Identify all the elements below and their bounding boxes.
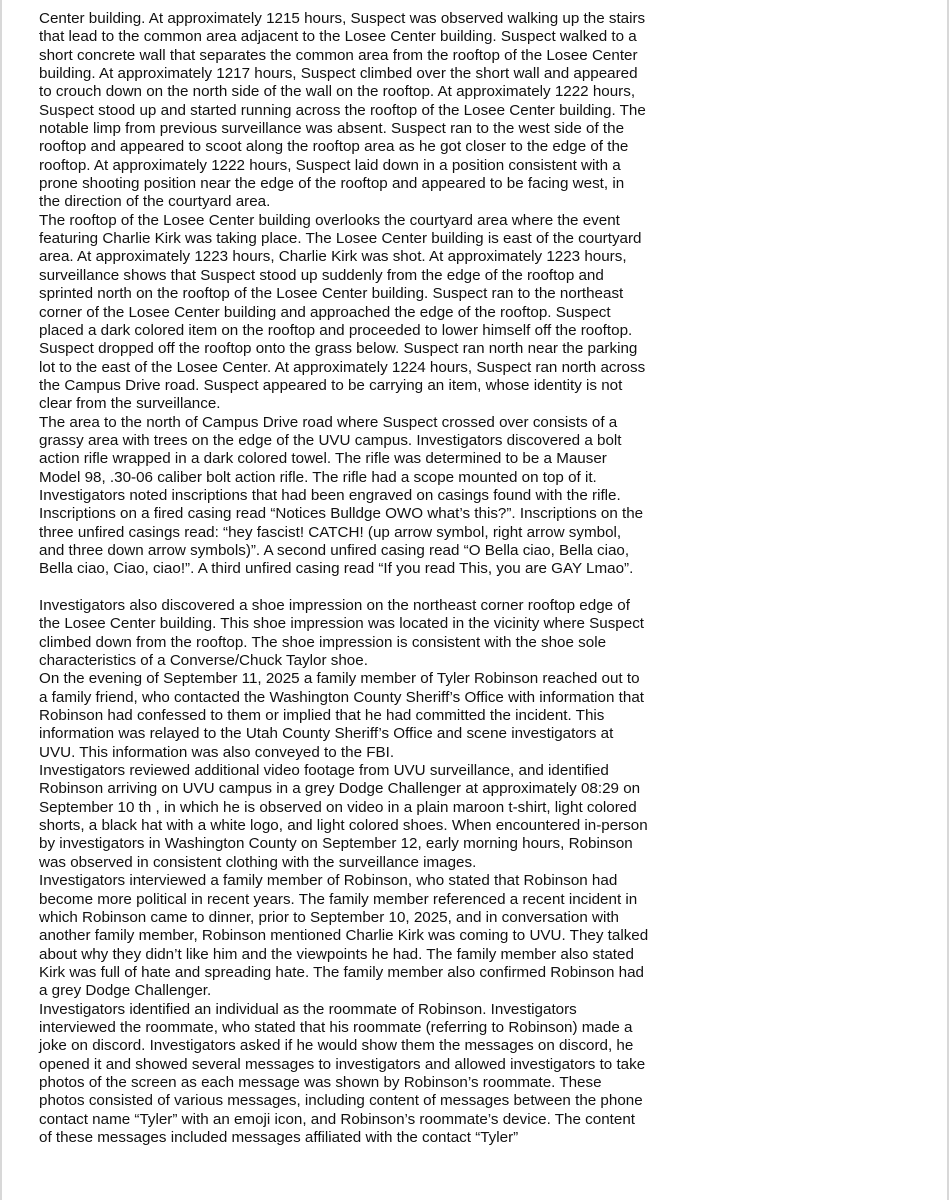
paragraph-rooftop-approach: Center building. At approximately 1215 hours, Suspect was observed walking up the stairs that lead to the common area adjacent to the Losee Center building. Suspect walked to a short concrete wall that separates the common area from the rooftop of the Losee Center building. At approximately 1217 hours, Suspect climbed over the short wall and appeared to crouch down on the north side of the wall on the rooftop. At approximately 1222 hours, Suspect stood up and started running across the rooftop of the Losee Center building. The notable limp from previous surveillance was absent. Suspect ran to the west side of the rooftop and appeared to scoot along the rooftop area as he got closer to the edge of the rooftop. At approximately 1222 hours, Suspect laid down in a position consistent with a prone shooting position near the edge of the rooftop and appeared to be facing west, in the direction of the courtyard area. [39,10,651,211]
paragraph-video-review: Investigators reviewed additional video footage from UVU surveillance, and identified Robinson arriving on UVU campus in a grey Dodge Challenger at approximately 08:29 on September 10 th , in which he is observed on video in a plain maroon t-shirt, light colored shorts, a black hat with a white logo, and light colored shoes. When encountered in-person by investigators in Washington County on September 12, early morning hours, Robinson was observed in consistent clothing with the surveillance images. [39,762,652,871]
paragraph-roommate-interview: Investigators identified an individual as the roommate of Robinson. Investigators interviewed the roommate, who stated that his roommate (referring to Robinson) made a joke on discord. Investigators asked if he would show them the messages on discord, he opened it and showed several messages to investigators and allowed investigators to take photos of the screen as each message was shown by Robinson’s roommate. These photos consisted of various messages, including content of messages between the phone contact name “Tyler” with an emoji icon, and Robinson’s roommate’s device. The content of these messages included messages affiliated with the contact “Tyler” [39,1000,650,1146]
paragraph-rifle-discovery: The area to the north of Campus Drive road where Suspect crossed over consists of a grassy area with trees on the edge of the UVU campus. Investigators discovered a bolt action rifle wrapped in a dark colored towel. The rifle was determined to be a Mauser Model 98, .30-06 caliber bolt action rifle. The rifle had a scope mounted on top of it. Investigators noted inscriptions that had been engraved on casings found with the rifle. Inscriptions on a fired casing read “Notices Bulldge OWO what’s this?”. Inscriptions on the three unfired casings read: “hey fascist! CATCH! (up arrow symbol, right arrow symbol, and three down arrow symbols)”. A second unfired casing read “O Bella ciao, Bella ciao, Bella ciao, Ciao, ciao!”. A third unfired casing read “If you read This, you are GAY Lmao”. [39,413,648,578]
paragraph-family-report: On the evening of September 11, 2025 a family member of Tyler Robinson reached out to a family friend, who contacted the Washington County Sheriff’s Office with information that Robinson had confessed to them or implied that he had committed the incident. This information was relayed to the Utah County Sheriff’s Office and scene investigators at UVU. This information was also conveyed to the FBI. [39,670,649,761]
paragraph-shoe-impression: Investigators also discovered a shoe impression on the northeast corner rooftop edge of the Losee Center building. This shoe impression was located in the vicinity where Suspect climbed down from the rooftop. The shoe impression is consistent with the shoe sole characteristics of a Converse/Chuck Taylor shoe. [39,597,649,670]
paragraph-shooting: The rooftop of the Losee Center building overlooks the courtyard area where the event featuring Charlie Kirk was taking place. The Losee Center building is east of the courtyard area. At approximately 1223 hours, Charlie Kirk was shot. At approximately 1223 hours, surveillance shows that Suspect stood up suddenly from the edge of the rooftop and sprinted north on the rooftop of the Losee Center building. Suspect ran to the northeast corner of the Losee Center building and approached the edge of the rooftop. Suspect placed a dark colored item on the rooftop and proceeded to lower himself off the rooftop. Suspect dropped off the rooftop onto the grass below. Suspect ran north near the parking lot to the east of the Losee Center. At approximately 1224 hours, Suspect ran north across the Campus Drive road. Suspect appeared to be carrying an item, whose identity is not clear from the surveillance. [39,211,650,413]
paragraph-family-interview: Investigators interviewed a family member of Robinson, who stated that Robinson had become more political in recent years. The family member referenced a recent incident in which Robinson came to dinner, prior to September 10, 2025, and in conversation with another family member, Robinson mentioned Charlie Kirk was coming to UVU. They talked about why they didn’t like him and the viewpoints he had. The family member also stated Kirk was full of hate and spreading hate. The family member also confirmed Robinson had a grey Dodge Challenger. [39,872,653,1000]
paragraph-spacer [39,579,649,597]
document-body [39,10,653,1147]
